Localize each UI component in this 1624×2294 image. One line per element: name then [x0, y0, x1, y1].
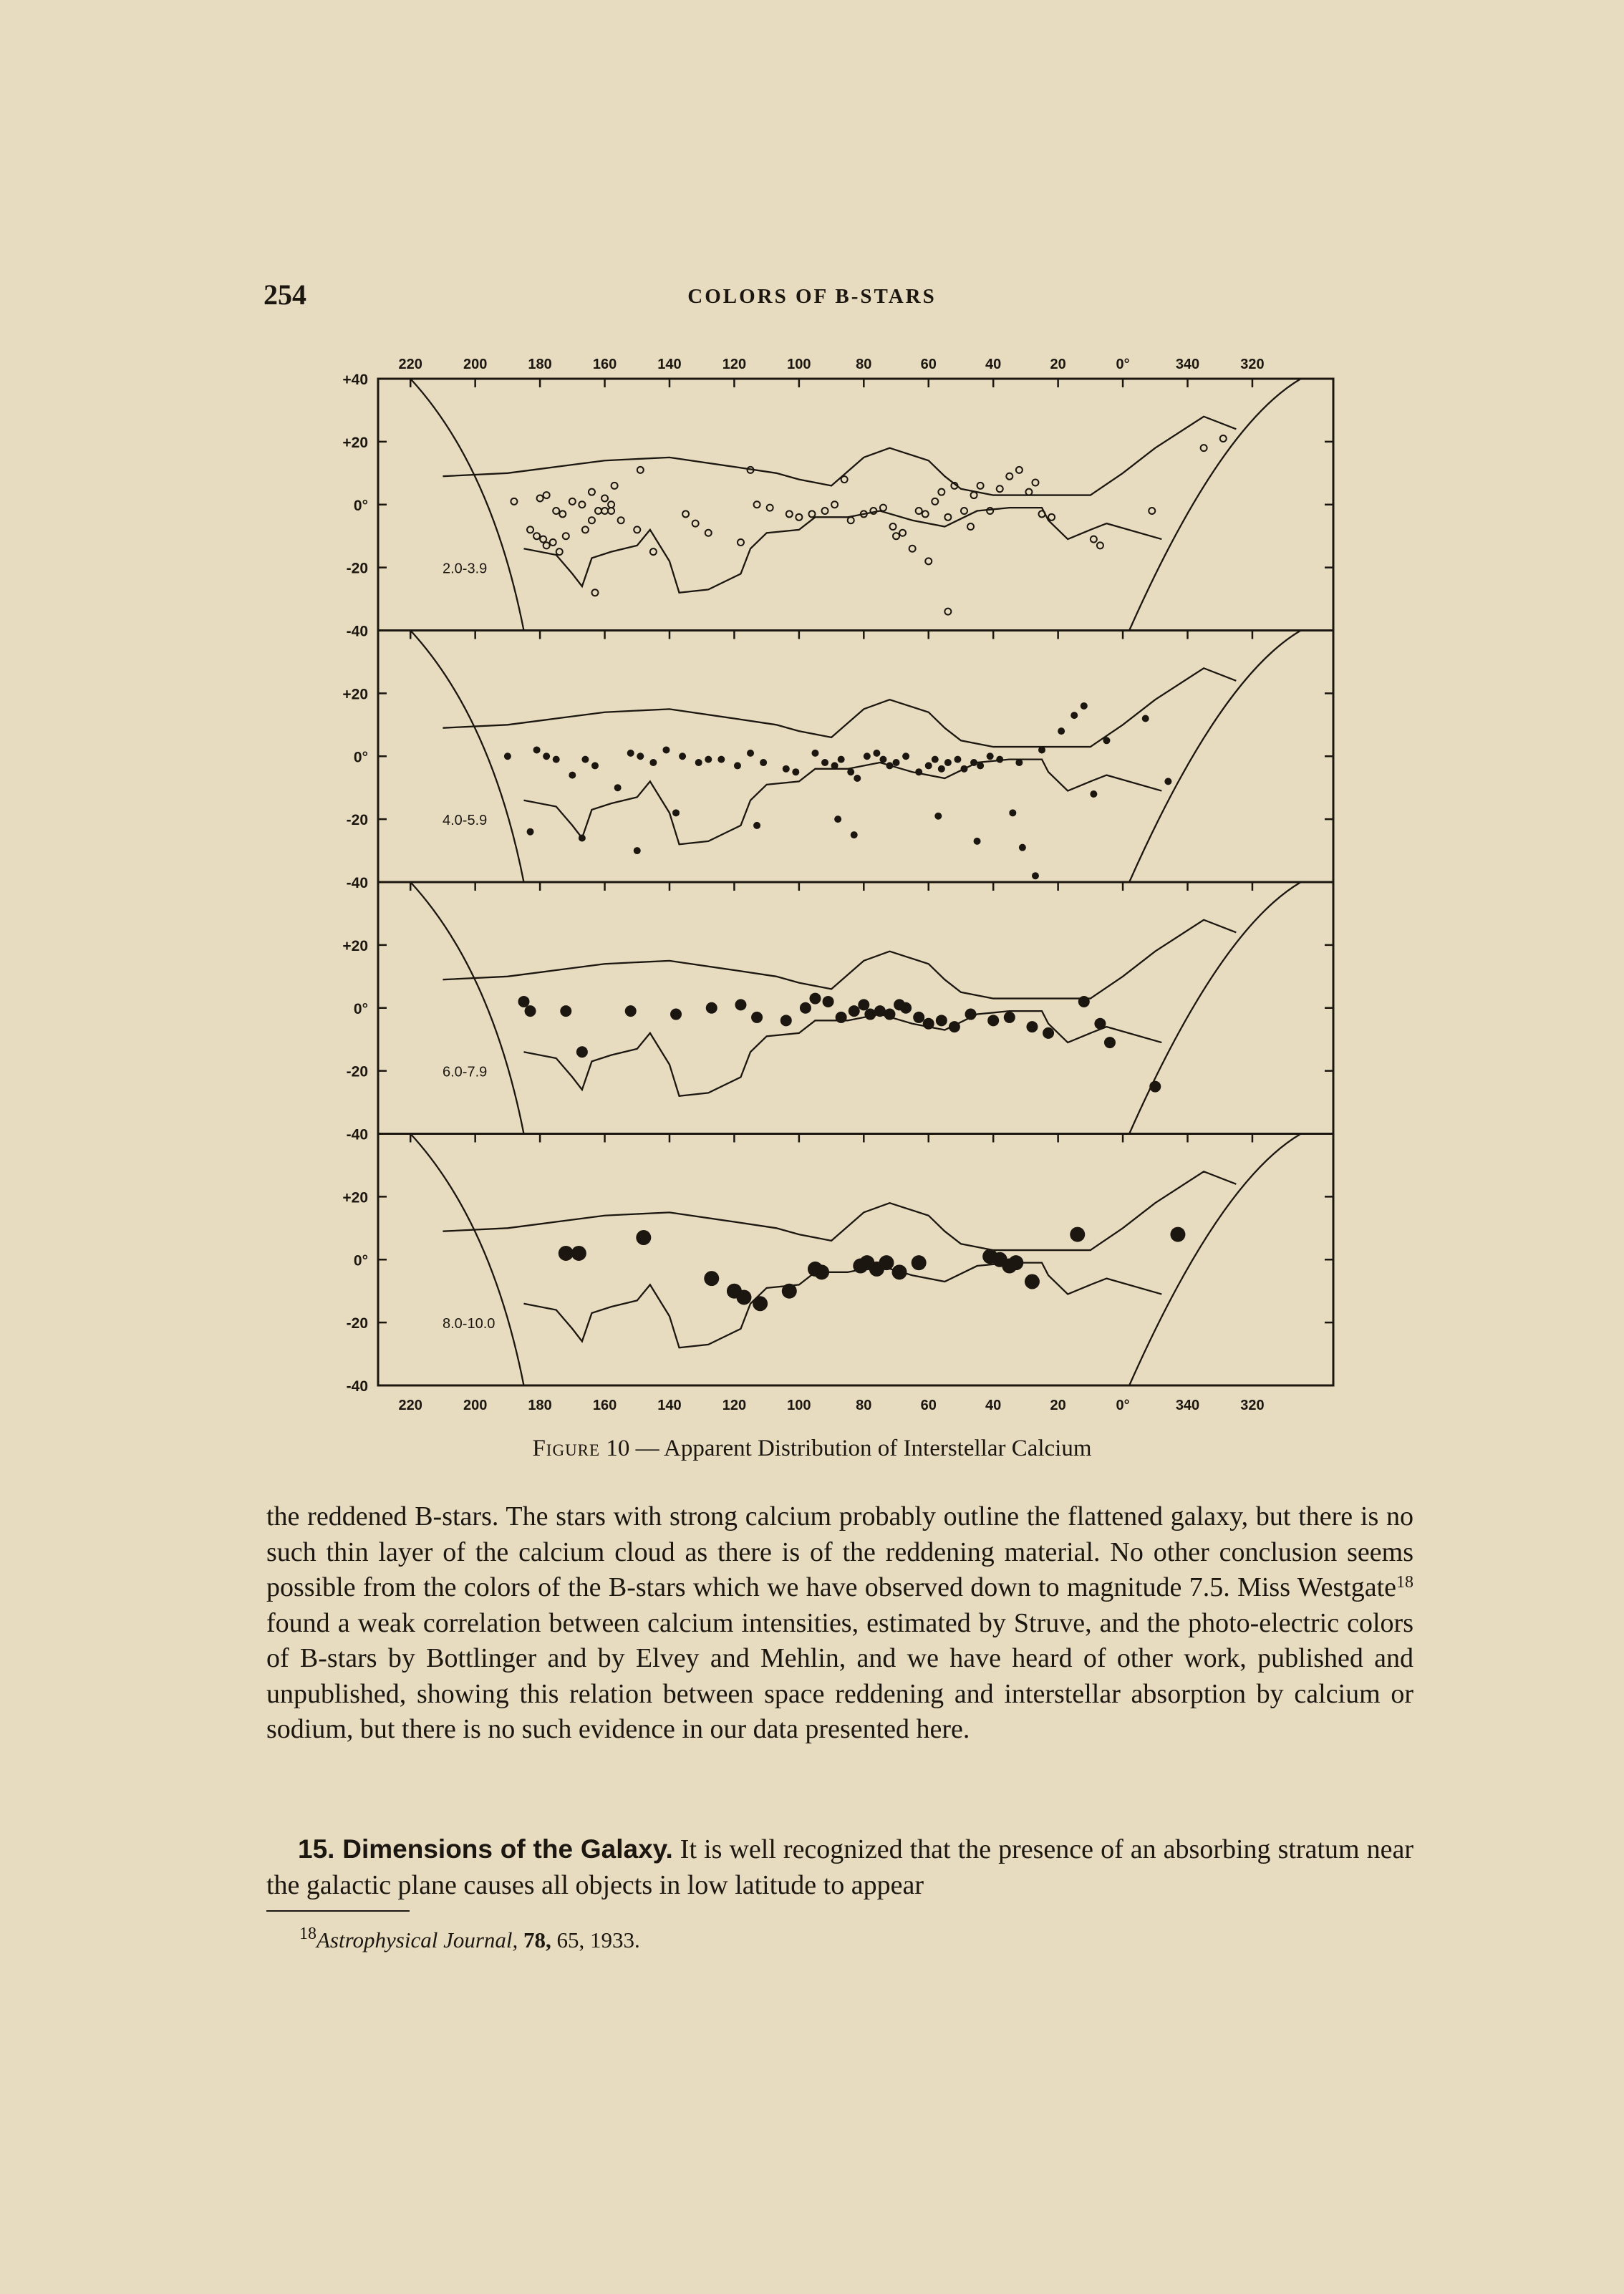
star-point — [974, 838, 981, 845]
y-tick-label: 0° — [353, 497, 368, 514]
star-point — [1025, 489, 1032, 495]
star-point — [753, 1296, 768, 1311]
star-point — [692, 521, 699, 527]
star-point — [1081, 702, 1088, 710]
upper-boundary-curve — [443, 668, 1236, 747]
star-point — [527, 828, 534, 836]
star-point — [965, 1009, 977, 1020]
y-tick-label: +40 — [342, 372, 368, 388]
star-point — [854, 775, 861, 782]
star-point — [880, 505, 886, 511]
right-envelope-curve — [1129, 379, 1301, 631]
star-point — [900, 1002, 912, 1014]
star-point — [909, 546, 916, 552]
star-point — [1070, 1227, 1085, 1242]
star-point — [582, 526, 589, 533]
star-point — [1006, 473, 1012, 480]
star-point — [1094, 1018, 1106, 1030]
star-point — [533, 746, 541, 753]
x-tick-label-top: 40 — [985, 357, 1002, 372]
footnote-marker: 18 — [299, 1925, 316, 1943]
right-envelope-curve — [1129, 1134, 1301, 1386]
star-point — [944, 759, 952, 766]
star-point — [954, 756, 961, 763]
star-point — [786, 510, 793, 517]
star-point — [751, 1012, 763, 1023]
left-envelope-curve — [410, 882, 523, 1134]
y-tick-label: -40 — [346, 623, 368, 640]
x-tick-label-top: 180 — [528, 357, 552, 372]
star-point — [1058, 727, 1065, 735]
star-point — [893, 533, 899, 539]
star-point — [849, 1005, 860, 1017]
x-tick-label-bottom: 220 — [398, 1398, 422, 1413]
star-point — [736, 1289, 751, 1305]
star-point — [1149, 1081, 1161, 1093]
star-point — [579, 834, 586, 841]
star-point — [705, 756, 712, 763]
paragraph-1-text: the reddened B-stars. The stars with strong calcium probably outline the flattened galaxy, but there is no such thin layer of the calcium cloud as there is of the reddening material. No other conclusion seems possible from the colors of the B-stars which we have observed down to magnitude 7.5. Miss Westgate — [266, 1501, 1413, 1602]
star-point — [936, 1015, 947, 1026]
footnote-pages: 65, 1933. — [551, 1927, 640, 1952]
footnote-journal: Astrophysical Journal, — [316, 1927, 518, 1952]
x-tick-label-top: 60 — [920, 357, 937, 372]
y-tick-label: +20 — [342, 1189, 368, 1206]
lower-boundary-curve — [523, 508, 1161, 593]
star-point — [977, 483, 984, 489]
body-paragraph-1 — [266, 1499, 1413, 1748]
star-point — [543, 542, 550, 548]
section-heading: 15. Dimensions of the Galaxy. — [298, 1834, 673, 1864]
x-tick-label-top: 160 — [592, 357, 617, 372]
y-tick-label: +20 — [342, 937, 368, 954]
star-point — [637, 467, 644, 473]
star-point — [949, 1021, 960, 1032]
star-point — [550, 539, 556, 546]
star-point — [627, 750, 634, 757]
x-tick-label-top: 80 — [856, 357, 872, 372]
star-point — [569, 772, 576, 779]
left-envelope-curve — [410, 379, 523, 631]
y-tick-label: -20 — [346, 1063, 368, 1080]
star-point — [792, 768, 799, 775]
star-point — [543, 752, 550, 760]
star-point — [1103, 737, 1110, 744]
star-point — [1032, 479, 1038, 485]
star-point — [971, 492, 977, 498]
star-point — [608, 501, 614, 508]
star-point — [899, 530, 906, 536]
star-point — [782, 1284, 797, 1299]
star-point — [559, 1246, 574, 1261]
star-point — [838, 756, 845, 763]
paragraph-2-text: It is well recognized that the presence of an absorbing stratum near the galactic plane causes all objects in low latitude to appear — [266, 1834, 1413, 1900]
x-tick-label-bottom: 180 — [528, 1398, 552, 1413]
upper-boundary-curve — [443, 417, 1236, 495]
star-point — [559, 510, 566, 517]
star-point — [987, 1015, 999, 1026]
y-tick-label: -20 — [346, 560, 368, 577]
star-point — [997, 485, 1003, 492]
x-tick-label-bottom: 200 — [463, 1398, 488, 1413]
star-point — [608, 508, 614, 514]
star-point — [1026, 1021, 1038, 1032]
star-point — [967, 523, 974, 530]
star-point — [814, 1264, 829, 1279]
x-tick-label-bottom: 40 — [985, 1398, 1002, 1413]
panel-magnitude-label: 8.0-10.0 — [443, 1316, 496, 1332]
star-point — [576, 1046, 588, 1058]
star-point — [753, 822, 760, 829]
x-tick-label-top: 320 — [1240, 357, 1265, 372]
x-tick-label-top: 20 — [1050, 357, 1066, 372]
x-tick-label-bottom: 80 — [856, 1398, 872, 1413]
x-tick-label-bottom: 320 — [1240, 1398, 1265, 1413]
star-point — [1170, 1227, 1185, 1242]
star-point — [612, 483, 618, 489]
star-point — [808, 510, 815, 517]
star-point — [527, 526, 533, 533]
star-point — [670, 1009, 682, 1020]
star-point — [834, 816, 841, 823]
star-point — [996, 756, 1003, 763]
star-point — [938, 765, 945, 773]
star-point — [1043, 1027, 1054, 1039]
star-point — [847, 768, 854, 775]
star-point — [589, 489, 595, 495]
star-point — [581, 756, 589, 763]
footnote-rule — [266, 1910, 410, 1912]
star-point — [879, 756, 886, 763]
star-point — [511, 498, 517, 505]
star-point — [1039, 510, 1045, 517]
star-point — [636, 1230, 651, 1245]
star-point — [634, 847, 641, 854]
lower-boundary-curve — [523, 1011, 1161, 1096]
star-point — [836, 1012, 847, 1023]
star-point — [591, 762, 599, 769]
star-point — [925, 762, 932, 769]
star-point — [886, 762, 893, 769]
footnote — [299, 1927, 640, 1953]
star-point — [934, 813, 942, 820]
star-point — [625, 1005, 637, 1017]
star-point — [916, 508, 922, 514]
x-tick-label-top: 140 — [657, 357, 682, 372]
star-point — [563, 533, 569, 539]
star-point — [705, 530, 712, 536]
star-point — [925, 558, 932, 564]
star-point — [864, 752, 871, 760]
star-point — [923, 1018, 934, 1030]
star-point — [760, 759, 767, 766]
star-point — [540, 536, 546, 543]
panel-magnitude-label: 6.0-7.9 — [443, 1064, 488, 1080]
star-point — [987, 752, 994, 760]
star-point — [571, 1246, 586, 1261]
star-point — [1220, 435, 1227, 442]
star-point — [915, 768, 922, 775]
star-point — [1025, 1274, 1040, 1289]
star-point — [1078, 996, 1090, 1007]
star-point — [809, 993, 821, 1005]
star-point — [912, 1255, 927, 1270]
star-point — [932, 498, 938, 505]
star-point — [1008, 1255, 1023, 1270]
panel-magnitude-label: 2.0-3.9 — [443, 561, 488, 577]
star-point — [892, 1264, 907, 1279]
running-head: COLORS OF B-STARS — [687, 285, 937, 308]
body-paragraph-2 — [266, 1831, 1413, 1903]
y-tick-label: 0° — [353, 749, 368, 766]
star-point — [589, 517, 595, 523]
star-point — [754, 501, 760, 508]
lower-boundary-curve — [523, 760, 1161, 845]
star-point — [579, 501, 585, 508]
star-point — [821, 759, 828, 766]
star-point — [1048, 514, 1055, 521]
star-point — [560, 1005, 571, 1017]
star-point — [1009, 809, 1016, 816]
star-point — [1091, 536, 1097, 543]
star-point — [831, 501, 838, 508]
lower-boundary-curve — [523, 1263, 1161, 1348]
star-point — [649, 759, 657, 766]
y-tick-label: -40 — [346, 875, 368, 891]
star-point — [961, 508, 967, 514]
star-point — [874, 1005, 886, 1017]
star-point — [650, 548, 657, 555]
star-point — [1097, 542, 1103, 548]
star-point — [938, 489, 944, 495]
x-tick-label-bottom: 100 — [787, 1398, 811, 1413]
star-point — [977, 762, 984, 769]
x-tick-label-top: 0° — [1116, 357, 1130, 372]
star-point — [987, 508, 993, 514]
star-point — [553, 508, 559, 514]
x-tick-label-bottom: 0° — [1116, 1398, 1130, 1413]
y-tick-label: +20 — [342, 434, 368, 451]
star-point — [735, 999, 746, 1010]
x-tick-label-top: 220 — [398, 357, 422, 372]
star-point — [1016, 467, 1023, 473]
star-point — [800, 1002, 811, 1014]
star-point — [796, 514, 802, 521]
x-tick-label-bottom: 120 — [722, 1398, 747, 1413]
caption-label: Figure — [532, 1436, 601, 1461]
page-number: 254 — [264, 279, 306, 311]
figure-caption — [0, 1436, 1624, 1462]
left-envelope-curve — [410, 1134, 523, 1386]
star-point — [706, 1002, 717, 1014]
x-tick-label-bottom: 340 — [1175, 1398, 1200, 1413]
y-tick-label: 0° — [353, 1252, 368, 1269]
star-point — [672, 809, 680, 816]
star-point — [960, 765, 967, 773]
star-point — [1032, 872, 1039, 879]
star-point — [747, 750, 754, 757]
star-point — [902, 752, 909, 760]
star-point — [841, 476, 848, 483]
star-point — [851, 831, 858, 838]
star-point — [533, 533, 540, 539]
star-point — [525, 1005, 536, 1017]
x-tick-label-top: 120 — [722, 357, 747, 372]
caption-text: 10 — Apparent Distribution of Interstellar Calcium — [600, 1436, 1092, 1461]
star-point — [543, 492, 550, 498]
star-point — [1149, 508, 1155, 514]
star-point — [1015, 759, 1023, 766]
x-tick-label-top: 340 — [1175, 357, 1200, 372]
star-point — [662, 746, 670, 753]
x-tick-label-top: 100 — [787, 357, 811, 372]
star-point — [922, 510, 929, 517]
star-point — [944, 609, 951, 615]
star-point — [780, 1015, 792, 1026]
star-point — [1004, 1012, 1015, 1023]
star-point — [913, 1012, 924, 1023]
star-point — [704, 1271, 719, 1286]
star-point — [518, 996, 529, 1007]
star-point — [679, 752, 686, 760]
panel-magnitude-label: 4.0-5.9 — [443, 813, 488, 829]
star-point — [618, 517, 624, 523]
right-envelope-curve — [1129, 631, 1301, 883]
paragraph-1-continuation: found a weak correlation between calcium intensities, estimated by Struve, and the photo-electric colors of B-stars by Bottlinger and by Elvey and Mehlin, and we have heard of other work, published and unpublished, showing this relation between space reddening and interstellar absorption by calcium or sodium, but there is no such evidence in our data presented here. — [266, 1607, 1413, 1744]
upper-boundary-curve — [443, 920, 1236, 999]
upper-boundary-curve — [443, 1171, 1236, 1250]
star-point — [591, 589, 598, 596]
y-tick-label: 0° — [353, 1000, 368, 1017]
star-point — [734, 762, 741, 769]
star-point — [1038, 746, 1045, 753]
star-point — [556, 548, 563, 555]
x-tick-label-bottom: 20 — [1050, 1398, 1066, 1413]
footnote-ref: 18 — [1396, 1573, 1413, 1592]
star-point — [1142, 715, 1149, 722]
star-point — [637, 752, 644, 760]
star-point — [1090, 790, 1097, 798]
star-point — [569, 498, 576, 505]
right-envelope-curve — [1129, 882, 1301, 1134]
star-point — [944, 514, 951, 521]
footnote-volume: 78, — [518, 1927, 551, 1952]
star-point — [1201, 445, 1207, 451]
y-tick-label: -40 — [346, 1378, 368, 1395]
star-point — [595, 508, 601, 514]
star-point — [811, 750, 818, 757]
star-point — [873, 750, 880, 757]
star-point — [893, 759, 900, 766]
star-point — [738, 539, 744, 546]
star-point — [890, 523, 896, 530]
star-point — [601, 508, 608, 514]
star-point — [858, 999, 869, 1010]
star-point — [1019, 844, 1026, 851]
x-tick-label-bottom: 60 — [920, 1398, 937, 1413]
star-point — [879, 1255, 894, 1270]
x-tick-label-bottom: 160 — [592, 1398, 617, 1413]
star-point — [634, 526, 640, 533]
x-tick-label-top: 200 — [463, 357, 488, 372]
star-point — [717, 756, 725, 763]
star-point — [823, 996, 834, 1007]
star-point — [695, 759, 702, 766]
star-point — [1164, 778, 1171, 785]
star-point — [848, 517, 854, 523]
y-tick-label: -40 — [346, 1126, 368, 1143]
x-tick-label-bottom: 140 — [657, 1398, 682, 1413]
y-tick-label: +20 — [342, 686, 368, 703]
star-point — [767, 505, 773, 511]
star-point — [537, 495, 543, 501]
star-point — [831, 762, 838, 769]
star-point — [601, 495, 608, 501]
y-tick-label: -20 — [346, 812, 368, 829]
star-point — [1104, 1037, 1116, 1048]
star-point — [1070, 712, 1078, 719]
star-point — [822, 508, 828, 514]
star-point — [553, 756, 560, 763]
star-point — [970, 759, 977, 766]
star-point — [864, 1009, 876, 1020]
y-tick-label: -20 — [346, 1315, 368, 1332]
star-point — [614, 784, 622, 791]
star-point — [783, 765, 790, 773]
star-point — [682, 510, 689, 517]
star-point — [884, 1009, 895, 1020]
star-point — [504, 752, 511, 760]
star-point — [932, 756, 939, 763]
